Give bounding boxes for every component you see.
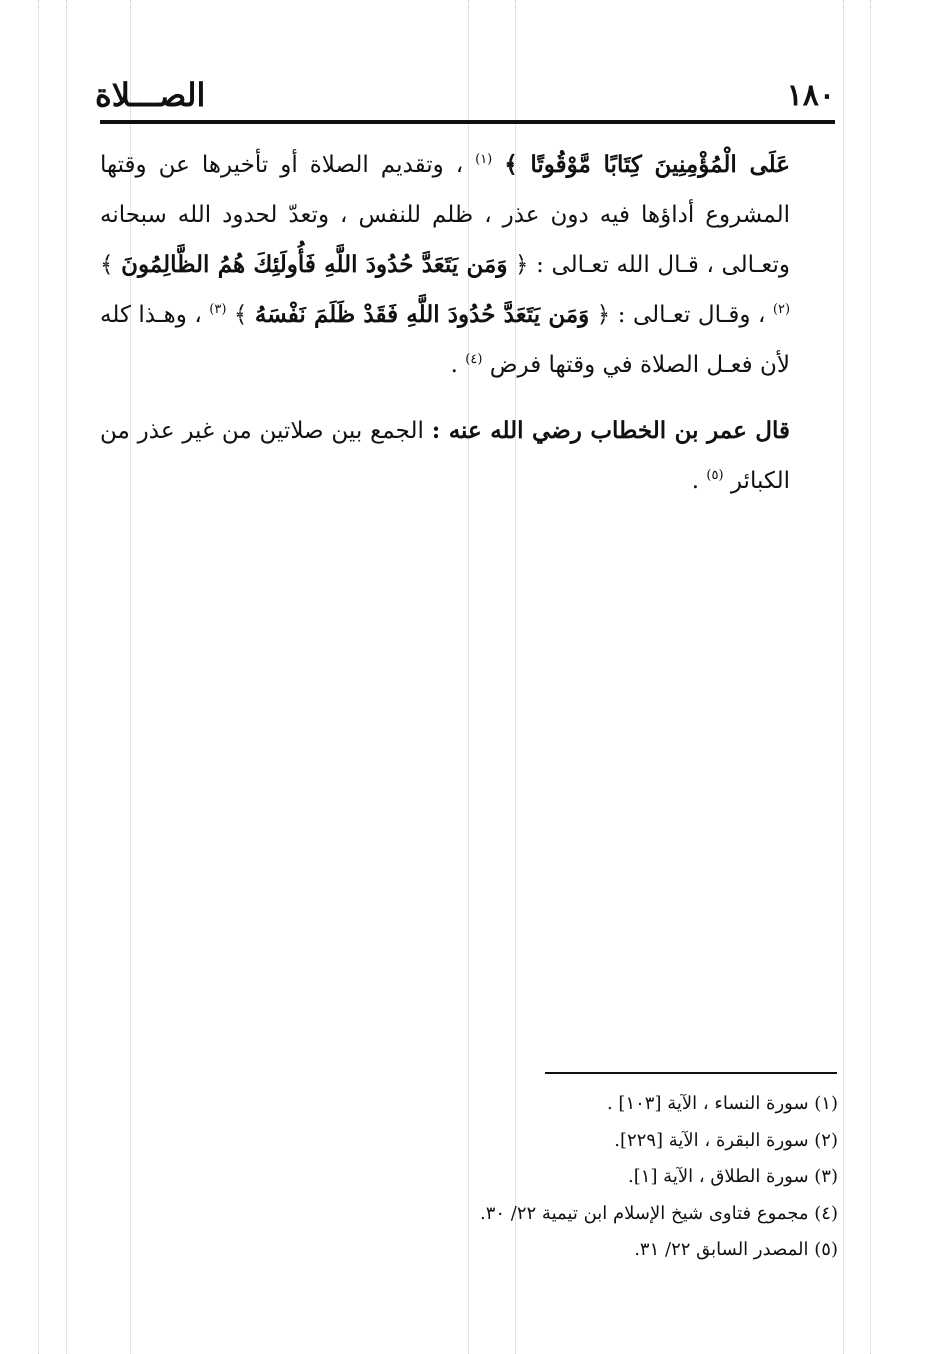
paragraph-2 [100, 406, 790, 506]
paragraph-text: ، وتقديم الصلاة أو تأخيرها عن وقتها المشروع أداؤها فيه دون عذر ، ظلم للنفس ، وتعدّ لحدود الله سبحانه وتعـالى ، قـال الله تعـالى : [100, 152, 790, 278]
verse-open-bracket: ﴿ [515, 252, 529, 278]
quran-verse: وَمَن يَتَعَدَّ حُدُودَ اللَّهِ فَقَدْ ظَلَمَ نَفْسَهُ [254, 301, 590, 328]
scan-guide-line [38, 0, 39, 1354]
quran-verse: عَلَى الْمُؤْمِنِينَ كِتَابًا مَّوْقُوتًا ﴾ [504, 151, 791, 178]
footnotes [360, 1086, 838, 1269]
paragraph-end: . [691, 468, 700, 494]
page-header [95, 72, 835, 126]
footnote-rule [545, 1072, 837, 1074]
paragraph-1 [100, 140, 790, 390]
footnote-ref: (١) [475, 152, 493, 167]
scan-guide-line [843, 0, 844, 1354]
paragraph-end: . [450, 352, 458, 378]
footnote-ref: (٥) [706, 468, 724, 483]
page-number: ١٨٠ [786, 78, 835, 113]
scan-guide-line [66, 0, 67, 1354]
quote-attribution: قال عمر بن الخطاب رضي الله عنه : [431, 417, 791, 444]
footnote-4: (٤) مجموع فتاوى شيخ الإسلام ابن تيمية ٢٢/ ٣٠. [479, 1202, 838, 1224]
verse-close-bracket: ﴾ [100, 252, 114, 278]
footnote-1: (١) سورة النساء ، الآية [١٠٣] . [606, 1093, 838, 1114]
paragraph-text: ، وهـذا كله لأن فعـل الصلاة في وقتها فرض [100, 302, 790, 378]
footnote-2: (٢) سورة البقرة ، الآية [٢٢٩]. [614, 1129, 838, 1151]
main-text [100, 140, 790, 506]
quote-text: الجمع بين صلاتين من غير عذر من الكبائر [100, 418, 790, 494]
footnote-ref: (٣) [209, 302, 227, 317]
header-rule [100, 120, 835, 124]
footnote-3: (٣) سورة الطلاق ، الآية [١]. [628, 1166, 838, 1187]
verse-close-bracket: ﴾ [233, 302, 248, 328]
quran-verse: وَمَن يَتَعَدَّ حُدُودَ اللَّهِ فَأُولَئِكَ هُمُ الظَّالِمُونَ [121, 251, 508, 278]
footnote-ref: (٢) [772, 302, 791, 317]
footnote-ref: (٤) [465, 352, 483, 367]
paragraph-text: ، وقـال تعـالى : [617, 302, 766, 328]
footnote-5: (٥) المصدر السابق ٢٢/ ٣١. [634, 1239, 838, 1260]
running-title: الصـــلاة [95, 76, 206, 114]
scan-guide-line [870, 0, 871, 1354]
verse-open-bracket: ﴿ [596, 302, 611, 328]
